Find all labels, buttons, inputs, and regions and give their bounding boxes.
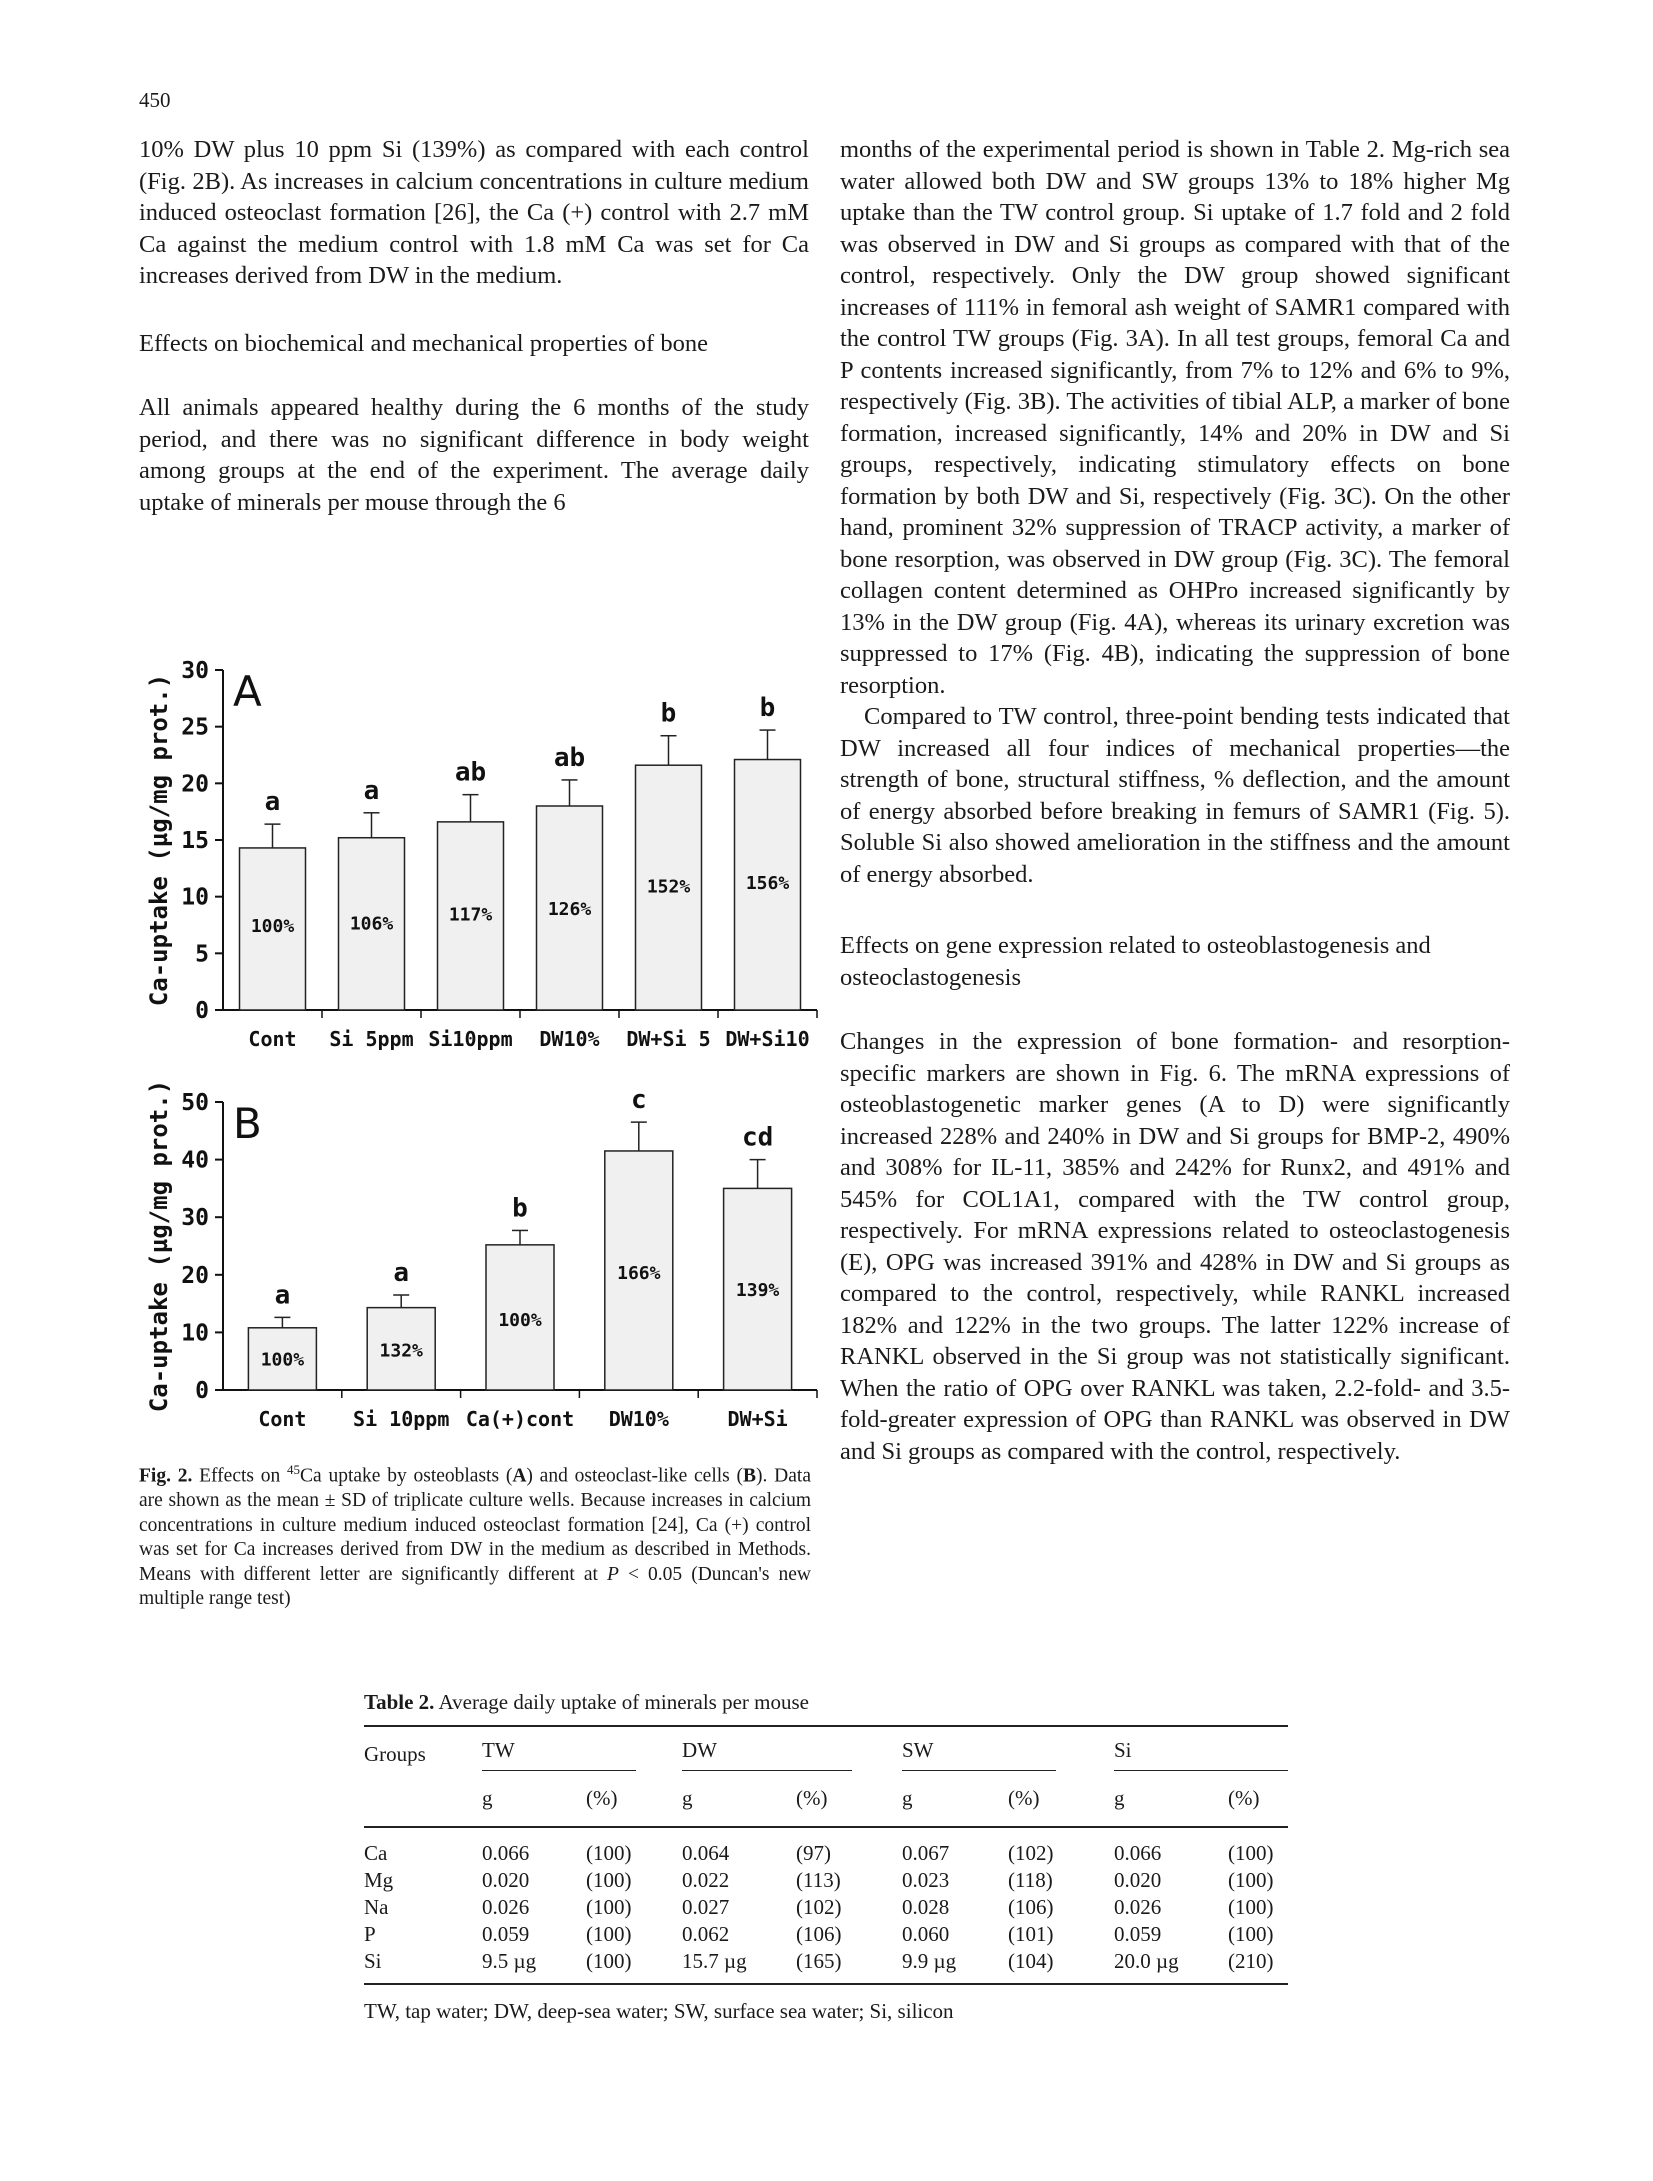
percent-label: 117%	[448, 904, 493, 926]
table-cell: 0.020	[1114, 1868, 1162, 1892]
table-cell: 0.022	[682, 1868, 730, 1892]
caption-text-d: ). Data are shown as the mean ± SD of triplicate culture wells. Because increases in calcium concentrations in culture medium induced osteoclast formation [24], Ca (+) control was set for Ca increases derived from DW in the medium as described in Methods. Means with different letter are significantly different at	[139, 1465, 811, 1585]
x-tick-label: DW+Si 5	[626, 1027, 711, 1051]
right-column	[840, 134, 1510, 1467]
y-tick-label: 25	[181, 714, 209, 741]
percent-label: 166%	[617, 1262, 661, 1284]
table-group-tw: TW	[482, 1737, 636, 1771]
table-cell: 0.066	[482, 1841, 530, 1865]
significance-letter: ab	[454, 757, 487, 788]
right-paragraph-1: months of the experimental period is shown in Table 2. Mg-rich sea water allowed both DW and SW groups 13% to 18% higher Mg uptake than the TW control group. Si uptake of 1.7 fold and 2 fold was observed in DW and Si groups as compared with that of the control, respectively. Only the DW group showed significant increases of 111% in femoral ash weight of SAMR1 compared with the control TW groups (Fig. 3A). In all test groups, femoral Ca and P contents increased significantly, from 7% to 12% and 6% to 9%, respectively (Fig. 3B). The activities of tibial ALP, a marker of bone formation, increased significantly, 14% and 20% in DW and Si groups, respectively, indicating stimulatory effects on bone formation by both DW and Si, respectively (Fig. 3C). On the other hand, prominent 32% suppression of TRACP activity, a marker of bone resorption, was observed in DW group (Fig. 3C). The femoral collagen content determined as OHPro increased significantly by 13% in the DW group (Fig. 4A), whereas its urinary excretion was suppressed to 17% (Fig. 4B), indicating the suppression of bone resorption.	[840, 136, 1510, 699]
y-tick-label: 20	[181, 771, 209, 798]
table-row	[364, 1867, 1288, 1894]
significance-letter: a	[393, 1257, 410, 1288]
y-tick-label: 10	[181, 884, 209, 911]
table-cell: 0.028	[902, 1895, 950, 1919]
table-cell: 0.020	[482, 1868, 530, 1892]
table-subheader: g	[482, 1786, 493, 1810]
table-cell: P	[364, 1922, 376, 1946]
significance-letter: a	[274, 1280, 291, 1311]
chart-b-svg	[139, 1080, 819, 1450]
table-cell: 0.067	[902, 1841, 950, 1865]
x-tick-label: DW10%	[608, 1407, 669, 1431]
table-label: Table 2.	[364, 1690, 435, 1714]
caption-isotope: 45	[287, 1462, 301, 1477]
table-cell: 0.066	[1114, 1841, 1162, 1865]
y-tick-label: 5	[195, 941, 209, 968]
table-cell: (118)	[1008, 1868, 1053, 1892]
table-cell: 0.026	[1114, 1895, 1162, 1919]
table-subheader: g	[902, 1786, 913, 1810]
caption-text-c: ) and osteoclast-like cells (	[526, 1465, 744, 1487]
percent-label: 126%	[547, 899, 592, 920]
x-tick-label: Si 5ppm	[329, 1027, 414, 1051]
table-cell: (210)	[1228, 1949, 1274, 1973]
table-cell: (101)	[1008, 1922, 1054, 1946]
table-group-sw: SW	[902, 1737, 1056, 1771]
table-cell: (100)	[1228, 1922, 1274, 1946]
significance-letter: cd	[741, 1122, 774, 1153]
table-title-text: Average daily uptake of minerals per mouse	[434, 1690, 809, 1714]
table-cell: 0.059	[482, 1922, 530, 1946]
table-subheader: (%)	[586, 1786, 618, 1810]
table-row	[364, 1894, 1288, 1921]
table-cell: (100)	[1228, 1868, 1274, 1892]
page-number: 450	[139, 88, 171, 112]
percent-label: 156%	[745, 872, 790, 894]
left-paragraph-1: 10% DW plus 10 ppm Si (139%) as compared with each control (Fig. 2B). As increases in calcium concentrations in culture medium induced osteoclast formation [26], the Ca (+) control with 2.7 mM Ca against the medium control with 1.8 mM Ca was set for Ca increases derived from DW in the medium.	[139, 136, 809, 289]
table-cell: 0.062	[682, 1922, 730, 1946]
y-axis-label: Ca-uptake (µg/mg prot.)	[145, 1080, 173, 1413]
table-2	[364, 1690, 1288, 2024]
table-cell: 0.027	[682, 1895, 730, 1919]
table-cell: (100)	[586, 1868, 632, 1892]
table-group-si: Si	[1114, 1737, 1288, 1771]
table-subheader: g	[1114, 1786, 1125, 1810]
table-cell: (100)	[1228, 1841, 1274, 1865]
x-tick-label: DW+Si	[727, 1407, 788, 1431]
x-tick-label: Ca(+)cont	[465, 1407, 575, 1431]
percent-label: 152%	[646, 876, 691, 898]
panel-label: A	[233, 667, 262, 716]
right-paragraph-2: Compared to TW control, three-point bending tests indicated that DW increased all four indices of mechanical properties—the strength of bone, structural stiffness, % deflection, and the amount of energy absorbed before breaking in femurs of SAMR1 (Fig. 5). Soluble Si also showed amelioration in the stiffness and the amount of energy absorbed.	[840, 703, 1510, 888]
y-tick-label: 20	[181, 1262, 209, 1289]
caption-text-e: < 0.05 (Duncan's new multiple range test)	[139, 1563, 811, 1609]
table-cell: Na	[364, 1895, 389, 1919]
table-cell: 0.023	[902, 1868, 950, 1892]
y-axis-label: Ca-uptake (µg/mg prot.)	[145, 673, 173, 1007]
table-cell: 0.060	[902, 1922, 950, 1946]
table-cell: 15.7 µg	[682, 1949, 747, 1973]
caption-panel-a: A	[512, 1465, 527, 1487]
percent-label: 100%	[250, 916, 295, 937]
table-cell: (106)	[1008, 1895, 1054, 1919]
x-tick-label: DW+Si10	[725, 1027, 810, 1051]
caption-p-symbol: P	[607, 1563, 619, 1585]
y-tick-label: 15	[181, 828, 209, 854]
y-tick-label: 50	[181, 1090, 209, 1116]
y-tick-label: 40	[181, 1147, 209, 1174]
significance-letter: b	[660, 698, 677, 729]
table-groups-header: Groups	[364, 1741, 426, 1766]
percent-label: 100%	[498, 1310, 542, 1332]
x-tick-label: Si 10ppm	[353, 1407, 450, 1431]
x-tick-label: Cont	[258, 1407, 307, 1431]
figure-caption	[139, 1458, 811, 1612]
percent-label: 100%	[260, 1349, 305, 1371]
significance-letter: a	[264, 787, 281, 818]
table-group-header-row	[364, 1726, 1288, 1777]
section-heading-bone-properties: Effects on biochemical and mechanical properties of bone	[139, 329, 708, 357]
left-column	[139, 134, 809, 518]
y-tick-label: 10	[181, 1320, 209, 1347]
table-cell: (100)	[586, 1949, 632, 1973]
table-cell: (106)	[796, 1922, 842, 1946]
y-tick-label: 0	[195, 998, 209, 1024]
table-cell: 20.0 µg	[1114, 1949, 1179, 1973]
panel-label: B	[233, 1099, 262, 1148]
table-cell: Si	[364, 1949, 382, 1973]
x-tick-label: Si10ppm	[428, 1027, 513, 1051]
table-cell: (97)	[796, 1841, 831, 1865]
table-row	[364, 1948, 1288, 1984]
right-paragraph-3: Changes in the expression of bone formation- and resorption-specific markers are shown in Fig. 6. The mRNA expressions of osteoblastogenetic marker genes (A to D) were significantly increased 228% and 240% in DW and Si groups for BMP-2, 490% and 308% for IL-11, 385% and 242% for Runx2, and 491% and 545% for COL1A1, compared with the TW control group, respectively. For mRNA expressions related to osteoclastogenesis (E), OPG was increased 391% and 428% in DW and Si groups as compared to the control, respectively, while RANKL increased 182% and 122% in the two groups. The latter 122% increase of RANKL observed in the Si group was not statistically significant. When the ratio of OPG over RANKL was taken, 2.2-fold- and 3.5-fold-greater expression of OPG than RANKL was observed in DW and Si groups as compared with the control, respectively.	[840, 1028, 1510, 1465]
figure-2b	[139, 1080, 819, 1450]
left-paragraph-2: All animals appeared healthy during the 6 months of the study period, and there was no significant difference in body weight among groups at the end of the experiment. The average daily uptake of minerals per mouse through the 6	[139, 394, 809, 516]
table-subheader: (%)	[1228, 1786, 1260, 1810]
table-cell: Mg	[364, 1868, 394, 1892]
significance-letter: ab	[553, 742, 586, 773]
table-subheader-row	[364, 1777, 1288, 1827]
table-cell: 0.064	[682, 1841, 730, 1865]
x-tick-label: Cont	[248, 1027, 297, 1051]
table-subheader: (%)	[1008, 1786, 1040, 1810]
table-cell: (113)	[796, 1868, 841, 1892]
x-tick-label: DW10%	[539, 1027, 600, 1051]
caption-text-b: Ca uptake by osteoblasts (	[300, 1465, 513, 1487]
table-group-dw: DW	[682, 1737, 852, 1771]
table-subheader: (%)	[796, 1786, 828, 1810]
table-cell: (100)	[586, 1841, 632, 1865]
table-cell: (102)	[1008, 1841, 1054, 1865]
table-row	[364, 1921, 1288, 1948]
caption-panel-b: B	[743, 1465, 757, 1487]
minerals-table	[364, 1725, 1288, 1985]
figure-2a	[139, 648, 819, 1058]
table-row	[364, 1840, 1288, 1867]
section-heading-gene-expression: Effects on gene expression related to osteoblastogenesis and osteoclastogenesis	[840, 932, 1431, 991]
table-cell: (104)	[1008, 1949, 1054, 1973]
table-cell: 9.9 µg	[902, 1949, 957, 1973]
table-cell: Ca	[364, 1841, 388, 1865]
percent-label: 132%	[379, 1340, 423, 1362]
table-cell: 9.5 µg	[482, 1949, 537, 1973]
table-title	[364, 1690, 1288, 1715]
y-tick-label: 0	[195, 1378, 209, 1404]
table-subheader: g	[682, 1786, 693, 1810]
percent-label: 106%	[349, 913, 394, 935]
table-cell: (100)	[586, 1895, 632, 1919]
caption-text-a: Effects on	[192, 1465, 288, 1487]
table-cell: (102)	[796, 1895, 842, 1919]
chart-a-svg	[139, 648, 819, 1058]
y-tick-label: 30	[181, 1205, 209, 1232]
table-cell: 0.026	[482, 1895, 530, 1919]
significance-letter: a	[363, 775, 380, 806]
significance-letter: b	[512, 1193, 528, 1224]
table-cell: (165)	[796, 1949, 842, 1973]
significance-letter: b	[759, 693, 776, 724]
table-cell: (100)	[586, 1922, 632, 1946]
caption-label: Fig. 2.	[139, 1465, 193, 1487]
table-cell: 0.059	[1114, 1922, 1162, 1946]
percent-label: 139%	[735, 1280, 780, 1302]
table-cell: (100)	[1228, 1895, 1274, 1919]
table-footnote: TW, tap water; DW, deep-sea water; SW, surface sea water; Si, silicon	[364, 1999, 954, 2023]
significance-letter: c	[630, 1085, 647, 1116]
y-tick-label: 30	[181, 658, 209, 684]
